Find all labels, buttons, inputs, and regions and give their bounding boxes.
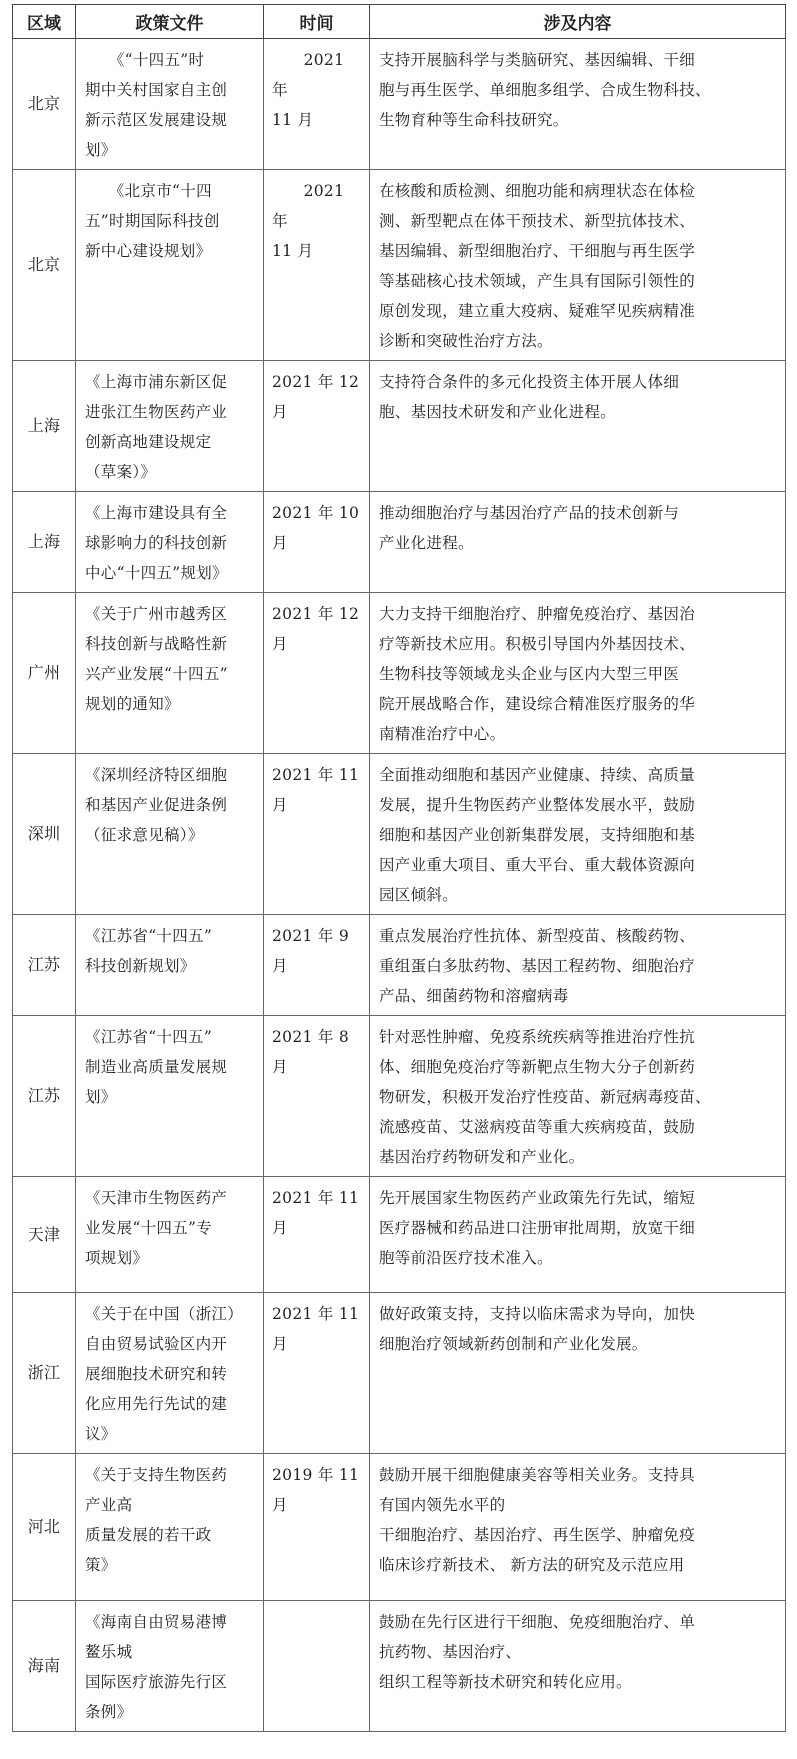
content-cell	[370, 170, 786, 361]
content-cell-line: 先开展国家生物医药产业政策先行先试，缩短	[379, 1189, 696, 1207]
content-cell	[370, 361, 786, 492]
policy-table	[12, 4, 786, 1732]
document-cell-line: 规划的通知》	[85, 695, 180, 713]
content-cell-line: 物研发，积极开发治疗性疫苗、新冠病毒疫苗、	[379, 1088, 711, 1106]
content-cell	[370, 1601, 786, 1732]
document-cell	[76, 593, 264, 754]
document-cell	[76, 1601, 264, 1732]
content-cell	[370, 754, 786, 915]
document-cell-line: 《上海市建设具有全	[85, 504, 228, 522]
document-cell-line: 科技创新规划》	[85, 957, 196, 975]
document-cell-line: 业发展“十四五”专	[85, 1219, 213, 1237]
document-cell	[76, 492, 264, 593]
content-cell-line: 大力支持干细胞治疗、肿瘤免疫治疗、基因治	[379, 605, 696, 623]
date-cell-line: 2021 年 10	[272, 504, 360, 522]
document-cell-line: 展细胞技术研究和转	[85, 1365, 228, 1383]
document-cell	[76, 170, 264, 361]
region-cell: 江苏	[13, 1016, 76, 1177]
region-cell: 北京	[13, 39, 76, 170]
date-cell	[264, 170, 370, 361]
content-cell-line: 疗等新技术应用。积极引导国内外基因技术、	[379, 635, 696, 653]
document-cell-line: 《关于在中国（浙江）	[85, 1305, 244, 1323]
content-cell-line: 产品、细菌药物和溶瘤病毒	[379, 987, 569, 1005]
document-cell-line: 条例》	[85, 1703, 133, 1721]
table-row	[13, 361, 786, 492]
date-cell-line: 月	[272, 1335, 288, 1353]
document-cell	[76, 915, 264, 1016]
date-cell-line: 月	[272, 1496, 288, 1514]
table-row	[13, 39, 786, 170]
document-cell	[76, 39, 264, 170]
document-cell	[76, 754, 264, 915]
document-cell-line: 项规划》	[85, 1249, 149, 1267]
content-cell-line: 鼓励在先行区进行干细胞、免疫细胞治疗、单	[379, 1613, 696, 1631]
date-cell-line: 月	[272, 1219, 288, 1237]
content-cell-line: 在核酸和质检测、细胞功能和病理状态在体检	[379, 182, 696, 200]
content-cell-line: 等基础核心技术领域，产生具有国际引领性的	[379, 272, 696, 290]
content-cell-line: 全面推动细胞和基因产业健康、持续、高质量	[379, 766, 696, 784]
date-cell	[264, 1454, 370, 1601]
content-cell-line: 重点发展治疗性抗体、新型疫苗、核酸药物、	[379, 927, 696, 945]
content-cell-line: 流感疫苗、艾滋病疫苗等重大疾病疫苗，鼓励	[379, 1118, 696, 1136]
region-cell: 北京	[13, 170, 76, 361]
table-body	[13, 39, 786, 1732]
content-cell	[370, 1454, 786, 1601]
region-cell: 河北	[13, 1454, 76, 1601]
document-cell-line: 质量发展的若干政	[85, 1526, 212, 1544]
content-cell-line: 胞、基因技术研发和产业化进程。	[379, 403, 617, 421]
date-cell-line: 2021 年 11	[272, 766, 360, 784]
table-row	[13, 492, 786, 593]
content-cell-line: 体、细胞免疫治疗等新靶点生物大分子创新药	[379, 1058, 696, 1076]
region-cell: 天津	[13, 1177, 76, 1293]
content-cell-line: 诊断和突破性治疗方法。	[379, 332, 553, 350]
content-cell-line: 园区倾斜。	[379, 886, 459, 904]
document-cell-line: 《深圳经济特区细胞	[85, 766, 228, 784]
date-cell-line: 2021 年 11	[272, 1189, 360, 1207]
region-cell: 上海	[13, 492, 76, 593]
document-cell	[76, 1454, 264, 1601]
content-cell-line: 做好政策支持，支持以临床需求为导向，加快	[379, 1305, 696, 1323]
document-cell-line: 制造业高质量发展规	[85, 1058, 228, 1076]
date-cell	[264, 39, 370, 170]
content-cell	[370, 39, 786, 170]
date-cell	[264, 754, 370, 915]
content-cell-line: 重组蛋白多肽药物、基因工程药物、细胞治疗	[379, 957, 696, 975]
document-cell-line: 新示范区发展建设规	[85, 111, 228, 129]
date-cell-line: 2021 年 8 月	[272, 1028, 350, 1076]
document-cell-line: 自由贸易试验区内开	[85, 1335, 228, 1353]
content-cell-line: 生物育种等生命科技研究。	[379, 111, 569, 129]
document-cell-line: 策》	[85, 1556, 117, 1574]
content-cell-line: 支持符合条件的多元化投资主体开展人体细	[379, 373, 680, 391]
document-cell	[76, 361, 264, 492]
content-cell-line: 医疗器械和药品进口注册审批周期，放宽干细	[379, 1219, 696, 1237]
date-cell	[264, 492, 370, 593]
content-cell-line: 胞等前沿医疗技术准入。	[379, 1249, 553, 1267]
document-cell-line: 《海南自由贸易港博	[85, 1613, 228, 1631]
header-region: 区域	[13, 5, 76, 39]
header-content: 涉及内容	[370, 5, 786, 39]
table-row	[13, 1454, 786, 1601]
region-cell: 浙江	[13, 1293, 76, 1454]
document-cell-line: 期中关村国家自主创	[85, 81, 228, 99]
document-cell-line: 鳌乐城	[85, 1643, 133, 1661]
content-cell-line: 原创发现，建立重大疫病、疑难罕见疾病精准	[379, 302, 696, 320]
content-cell-line: 组织工程等新技术研究和转化应用。	[379, 1673, 632, 1691]
document-cell-line: 化应用先行先试的建	[85, 1395, 228, 1413]
content-cell-line: 发展，提升生物医药产业整体发展水平，鼓励	[379, 796, 696, 814]
date-cell	[264, 361, 370, 492]
date-cell	[264, 1016, 370, 1177]
document-cell-line: 议》	[85, 1425, 117, 1443]
document-cell-line: 《江苏省“十四五”	[85, 1028, 213, 1046]
content-cell-line: 临床诊疗新技术、 新方法的研究及示范应用	[379, 1556, 685, 1574]
document-cell-line: 五”时期国际科技创	[85, 212, 220, 230]
date-cell-line: 11 月	[272, 111, 314, 129]
document-cell-line: 《“十四五”时	[85, 51, 205, 69]
content-cell-line: 支持开展脑科学与类脑研究、基因编辑、干细	[379, 51, 696, 69]
document-cell-line: 《关于支持生物医药	[85, 1466, 228, 1484]
date-cell-line: 月	[272, 635, 288, 653]
date-cell-line: 2021 年	[272, 51, 345, 99]
content-cell-line: 因产业重大项目、重大平台、重大载体资源向	[379, 856, 696, 874]
content-cell-line: 干细胞治疗、基因治疗、再生医学、肿瘤免疫	[379, 1526, 696, 1544]
content-cell	[370, 915, 786, 1016]
content-cell-line: 南精准治疗中心。	[379, 725, 506, 743]
document-cell-line: 《关于广州市越秀区	[85, 605, 228, 623]
document-cell-line: 划》	[85, 141, 117, 159]
document-cell-line: 产业高	[85, 1496, 133, 1514]
content-cell-line: 测、新型靶点在体干预技术、新型抗体技术、	[379, 212, 696, 230]
date-cell-line: 月	[272, 796, 288, 814]
content-cell	[370, 1177, 786, 1293]
document-cell-line: 新中心建设规划》	[85, 242, 212, 260]
content-cell-line: 生物科技等领域龙头企业与区内大型三甲医	[379, 665, 680, 683]
region-cell: 广州	[13, 593, 76, 754]
document-cell-line: 中心“十四五”规划》	[85, 564, 228, 582]
document-cell-line: 划》	[85, 1088, 117, 1106]
date-cell	[264, 915, 370, 1016]
document-cell-line: 兴产业发展“十四五”	[85, 665, 228, 683]
content-cell-line: 推动细胞治疗与基因治疗产品的技术创新与	[379, 504, 680, 522]
content-cell-line: 有国内领先水平的	[379, 1496, 506, 1514]
content-cell	[370, 593, 786, 754]
region-cell: 深圳	[13, 754, 76, 915]
document-cell-line: 科技创新与战略性新	[85, 635, 228, 653]
document-cell	[76, 1016, 264, 1177]
date-cell	[264, 1601, 370, 1732]
date-cell-line: 月	[272, 534, 288, 552]
header-document: 政策文件	[76, 5, 264, 39]
document-cell-line: （草案）》	[85, 463, 157, 481]
content-cell-line: 院开展战略合作，建设综合精准医疗服务的华	[379, 695, 696, 713]
document-cell-line: （征求意见稿）》	[85, 826, 204, 844]
document-cell-line: 和基因产业促进条例	[85, 796, 228, 814]
content-cell-line: 产业化进程。	[379, 534, 474, 552]
header-date: 时间	[264, 5, 370, 39]
table-header	[13, 5, 786, 39]
date-cell-line: 2019 年 11	[272, 1466, 360, 1484]
content-cell	[370, 1293, 786, 1454]
table-row	[13, 1601, 786, 1732]
table-row	[13, 170, 786, 361]
document-cell-line: 《江苏省“十四五”	[85, 927, 213, 945]
content-cell-line: 抗药物、基因治疗、	[379, 1643, 522, 1661]
date-cell-line: 2021 年 9 月	[272, 927, 350, 975]
region-cell: 海南	[13, 1601, 76, 1732]
table-row	[13, 1293, 786, 1454]
document-cell-line: 国际医疗旅游先行区	[85, 1673, 228, 1691]
table-row	[13, 593, 786, 754]
content-cell-line: 细胞治疗领域新药创制和产业化发展。	[379, 1335, 648, 1353]
content-cell-line: 基因治疗药物研发和产业化。	[379, 1148, 585, 1166]
document-cell-line: 《上海市浦东新区促	[85, 373, 228, 391]
document-cell-line: 进张江生物医药产业	[85, 403, 228, 421]
content-cell-line: 鼓励开展干细胞健康美容等相关业务。支持具	[379, 1466, 696, 1484]
document-cell-line: 球影响力的科技创新	[85, 534, 228, 552]
document-cell-line: 《天津市生物医药产	[85, 1189, 228, 1207]
date-cell-line: 2021 年 12	[272, 605, 360, 623]
content-cell-line: 基因编辑、新型细胞治疗、干细胞与再生医学	[379, 242, 696, 260]
table-row	[13, 754, 786, 915]
table-row	[13, 915, 786, 1016]
table-row	[13, 1016, 786, 1177]
date-cell-line: 2021 年	[272, 182, 345, 230]
date-cell-line: 2021 年 11	[272, 1305, 360, 1323]
content-cell	[370, 1016, 786, 1177]
date-cell	[264, 1293, 370, 1454]
document-cell-line: 创新高地建设规定	[85, 433, 212, 451]
document-cell-line: 《北京市“十四	[85, 182, 212, 200]
date-cell	[264, 593, 370, 754]
date-cell-line: 月	[272, 403, 288, 421]
content-cell	[370, 492, 786, 593]
date-cell-line: 11 月	[272, 242, 314, 260]
document-cell	[76, 1177, 264, 1293]
date-cell-line: 2021 年 12	[272, 373, 360, 391]
header-row	[13, 5, 786, 39]
table-row	[13, 1177, 786, 1293]
content-cell-line: 细胞和基因产业创新集群发展，支持细胞和基	[379, 826, 696, 844]
region-cell: 上海	[13, 361, 76, 492]
region-cell: 江苏	[13, 915, 76, 1016]
date-cell	[264, 1177, 370, 1293]
content-cell-line: 胞与再生医学、单细胞多组学、合成生物科技、	[379, 81, 711, 99]
document-cell	[76, 1293, 264, 1454]
content-cell-line: 针对恶性肿瘤、免疫系统疾病等推进治疗性抗	[379, 1028, 696, 1046]
